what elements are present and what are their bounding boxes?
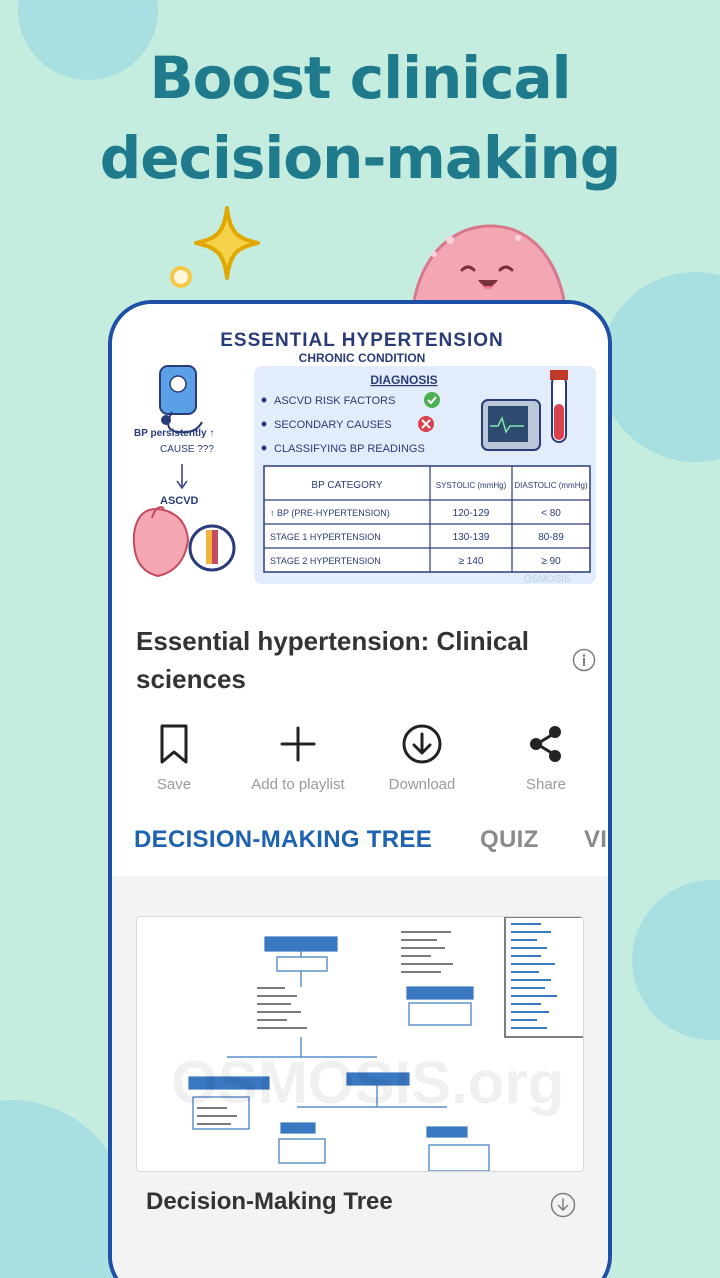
table-cell: 130-139 xyxy=(452,532,490,543)
lesson-title-line-2: sciences xyxy=(136,664,246,694)
lesson-illustration[interactable] xyxy=(112,304,608,614)
table-cell: ≥ 90 xyxy=(541,556,561,567)
diagnosis-item: CLASSIFYING BP READINGS xyxy=(274,443,425,455)
download-label: Download xyxy=(388,776,456,793)
plus-icon xyxy=(278,724,318,764)
download-button[interactable] xyxy=(360,724,484,793)
content-tabs xyxy=(112,816,608,876)
card-title: Decision-Making Tree xyxy=(146,1188,393,1215)
table-header: BP CATEGORY xyxy=(311,480,383,491)
info-icon[interactable] xyxy=(572,648,596,672)
promo-headline xyxy=(0,38,720,198)
diagnosis-heading: DIAGNOSIS xyxy=(370,373,438,387)
sparkle-icon xyxy=(192,204,262,282)
save-button[interactable] xyxy=(112,724,236,793)
headline-line-2: decision-making xyxy=(99,124,621,192)
table-cell: 120-129 xyxy=(452,508,490,519)
card-watermark: OSMOSIS.org xyxy=(171,1049,565,1116)
lesson-title xyxy=(136,622,556,698)
bp-monitor-icon xyxy=(160,366,202,432)
hypertension-infographic xyxy=(112,304,608,614)
headline-line-1: Boost clinical xyxy=(149,44,571,112)
heart-icon xyxy=(134,507,234,576)
flowchart-preview xyxy=(137,917,584,1172)
table-cell: STAGE 1 HYPERTENSION xyxy=(270,532,381,542)
share-icon xyxy=(526,724,566,764)
table-cell: ≥ 140 xyxy=(458,556,484,567)
diagnosis-item: ASCVD RISK FACTORS xyxy=(274,395,396,407)
card-download-icon[interactable] xyxy=(550,1192,576,1218)
save-label: Save xyxy=(156,776,192,793)
tab-quiz[interactable]: QUIZ xyxy=(480,826,539,853)
side-note-cause: CAUSE ??? xyxy=(160,444,214,455)
bp-table xyxy=(264,466,590,572)
share-button[interactable] xyxy=(484,724,608,793)
tab-decision-making-tree[interactable]: DECISION-MAKING TREE xyxy=(134,826,433,853)
tab-content xyxy=(112,876,608,1278)
table-cell: < 80 xyxy=(541,508,561,519)
share-label: Share xyxy=(525,776,567,793)
table-header: SYSTOLIC (mmHg) xyxy=(435,481,507,490)
lesson-title-line-1: Essential hypertension: Clinical xyxy=(136,626,529,656)
decorative-circle xyxy=(600,272,720,462)
diagnosis-item: SECONDARY CAUSES xyxy=(274,419,392,431)
table-header: DIASTOLIC (mmHg) xyxy=(514,481,588,490)
decision-tree-thumbnail[interactable] xyxy=(136,916,584,1172)
vital-monitor-icon xyxy=(482,400,540,450)
side-note-bp: BP persistently ↑ xyxy=(134,428,215,439)
bookmark-icon xyxy=(158,724,190,764)
check-icon xyxy=(424,392,440,408)
table-cell: 80-89 xyxy=(538,532,564,543)
download-icon xyxy=(402,724,442,764)
side-note-ascvd: ASCVD xyxy=(160,495,199,507)
table-cell: ↑ BP (PRE-HYPERTENSION) xyxy=(270,508,390,518)
add-to-playlist-button[interactable] xyxy=(236,724,360,793)
action-bar xyxy=(112,724,608,804)
infographic-title: ESSENTIAL HYPERTENSION xyxy=(220,330,504,351)
table-cell: STAGE 2 HYPERTENSION xyxy=(270,556,381,566)
decorative-circle xyxy=(632,880,720,1040)
decorative-dot xyxy=(170,266,192,288)
add-to-playlist-label: Add to playlist xyxy=(251,776,345,793)
tab-videos[interactable]: VI xyxy=(584,826,608,853)
phone-frame xyxy=(108,300,612,1278)
infographic-subtitle: CHRONIC CONDITION xyxy=(298,351,426,365)
illustration-watermark: OSMOSIS xyxy=(524,574,571,585)
blood-tube-icon xyxy=(550,370,568,442)
